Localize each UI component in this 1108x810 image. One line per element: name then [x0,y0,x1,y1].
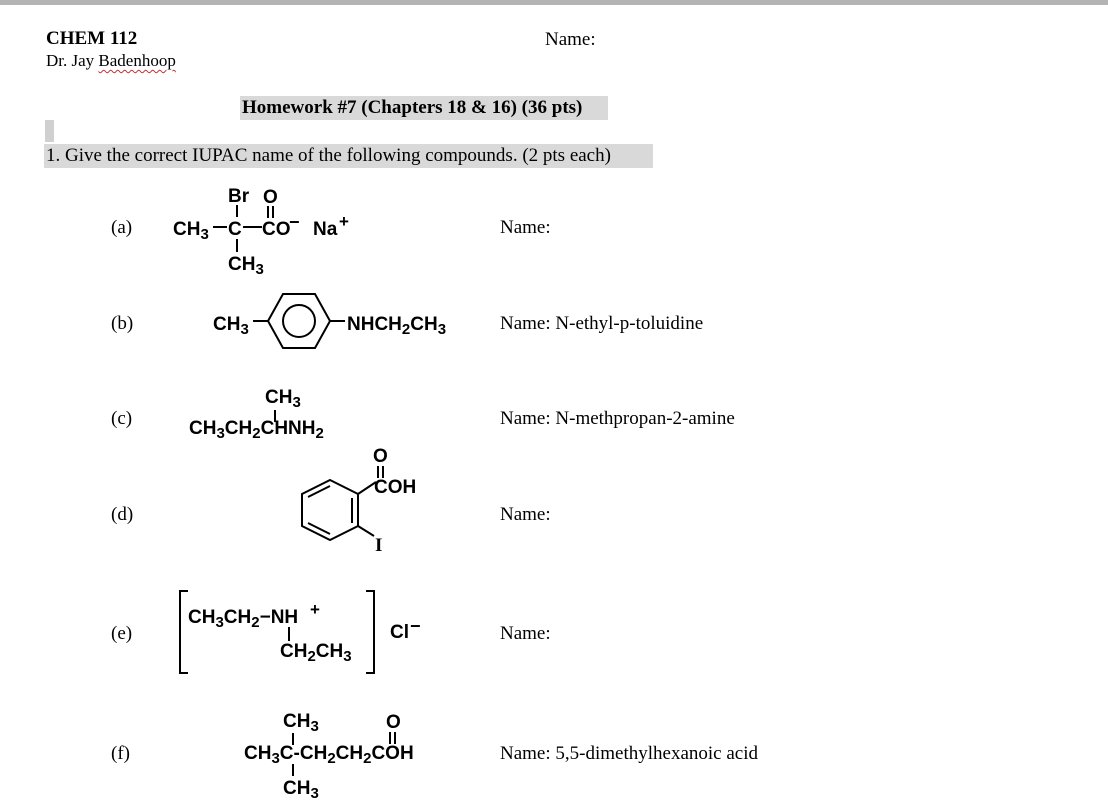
struct-a-ch3-left: $CH_3$ [173,219,209,243]
benzene-ring [268,294,330,348]
struct-a-minus: − [289,212,300,232]
struct-f-ch3-top: $CH_3$ [283,711,319,735]
item-label-e: (e) [111,623,133,644]
benzene-aromatic-circle [283,305,315,337]
instructor-prefix: Dr. Jay [46,51,99,70]
student-name-label: Name: [545,29,596,50]
answer-f: Name: 5,5-dimethylhexanoic acid [500,743,758,764]
struct-d-coh: COH [374,477,417,498]
paragraph-marker [45,120,54,142]
struct-a-o: O [263,187,278,208]
structure-e [172,585,437,680]
structure-d [290,440,430,558]
item-label-c: (c) [111,408,133,429]
struct-a-plus: + [339,212,349,231]
course-code: CHEM 112 [46,28,138,49]
struct-f-o: O [386,712,401,733]
item-label-f: (f) [111,743,130,764]
struct-d-i: I [375,535,383,556]
item-label-b: (b) [111,313,134,334]
struct-c-ch3-top: $CH_3$ [265,387,301,411]
struct-f-main-chain: $CH_3C-CH_2CH_2COH$ [244,743,414,767]
struct-a-ch3-bottom: $CH_3$ [228,254,264,277]
ring-double-1 [308,486,330,497]
struct-e-plus: + [310,600,320,619]
bond-ring-i [358,526,374,536]
bracket-right [366,591,374,673]
struct-e-top: $CH_3CH_2-NH$ [188,607,299,631]
instructor-surname: Badenhoop [98,51,176,70]
answer-e: Name: [500,623,551,644]
struct-b-nhch2ch3: $NHCH_2CH_3$ [347,314,447,338]
struct-e-bottom: $CH_2CH_3$ [280,641,352,665]
answer-c: Name: N-methpropan-2-amine [500,408,735,429]
struct-a-c: C [228,219,242,240]
struct-d-o: O [373,446,388,467]
structure-a [165,182,365,277]
struct-c-main-chain: $CH_3CH_2CHNH_2$ [189,418,324,442]
struct-b-ch3: $CH_3$ [213,314,249,338]
answer-b: Name: N-ethyl-p-toluidine [500,313,704,334]
struct-e-cl-minus: − [410,616,421,636]
struct-a-co: CO [262,219,291,240]
struct-e-cl: Cl [390,622,409,643]
ring-double-3 [308,523,330,534]
question-1-text: 1. Give the correct IUPAC name of the following compounds. (2 pts each) [44,144,653,168]
instructor-name [46,51,176,71]
struct-a-na: Na [313,219,338,240]
answer-d: Name: [500,504,551,525]
struct-a-br: Br [228,186,250,207]
item-label-d: (d) [111,504,134,525]
struct-f-ch3-bottom: $CH_3$ [283,778,319,802]
bracket-left [180,591,188,673]
structure-b [205,288,470,354]
page-top-border [0,0,1108,5]
item-label-a: (a) [111,217,133,238]
answer-a: Name: [500,217,551,238]
structure-c [185,382,345,446]
structure-f [240,706,450,804]
assignment-title: Homework #7 (Chapters 18 & 16) (36 pts) [240,96,608,120]
benzene-ring [302,480,358,540]
